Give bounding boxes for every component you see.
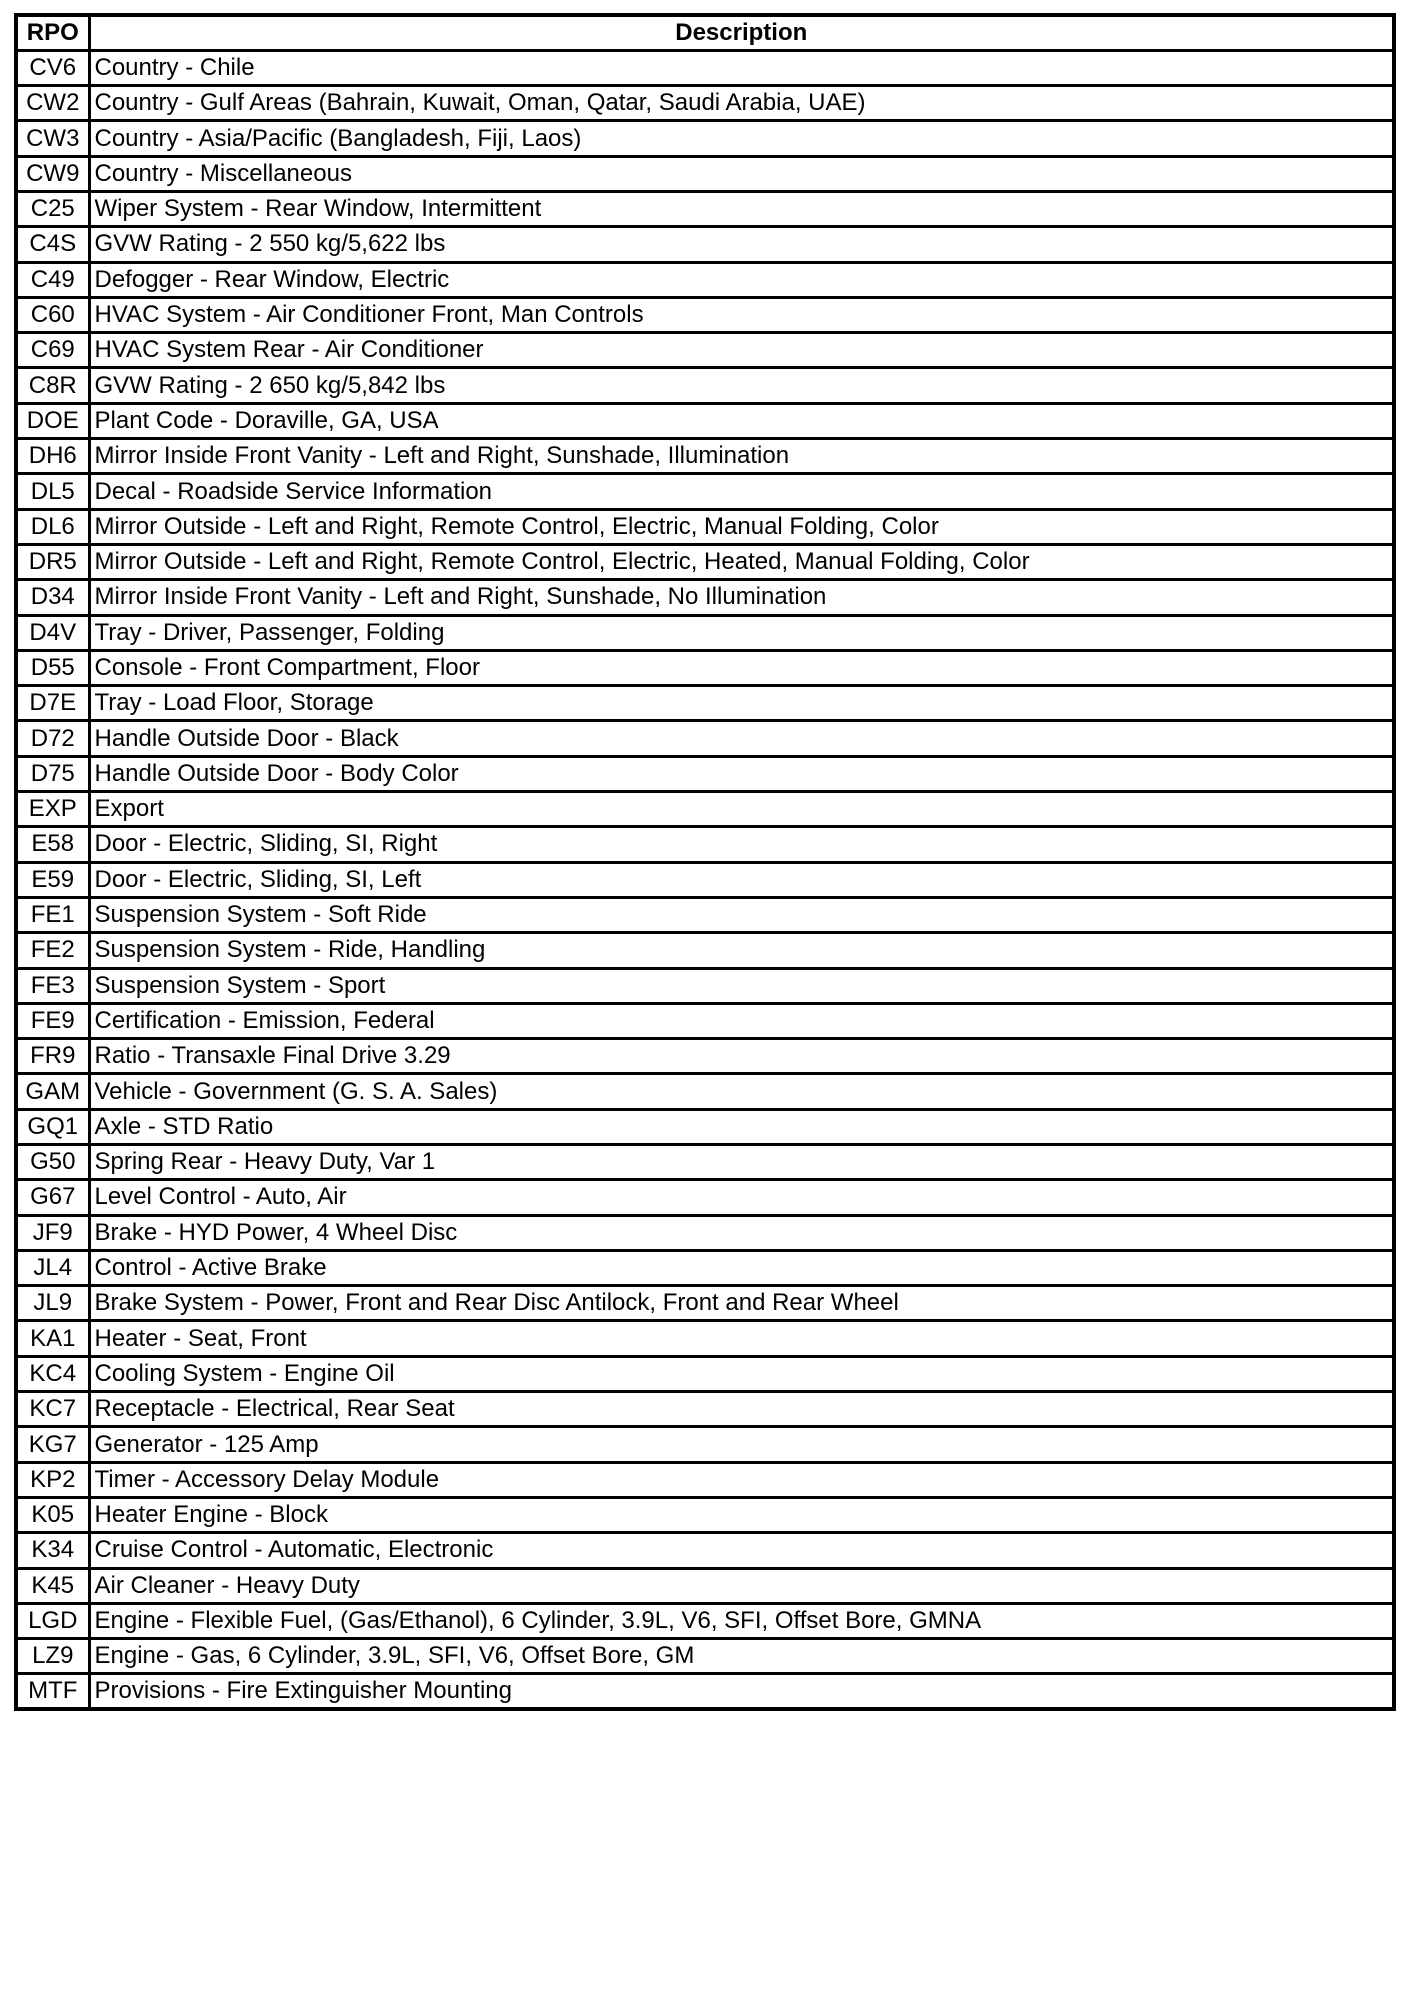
table-row [16, 439, 1394, 474]
table-row [16, 756, 1394, 791]
table-row [16, 1286, 1394, 1321]
rpo-code-cell: K05 [16, 1497, 89, 1532]
description-cell: Brake - HYD Power, 4 Wheel Disc [89, 1215, 1394, 1250]
rpo-code-cell: DOE [16, 403, 89, 438]
description-cell: Vehicle - Government (G. S. A. Sales) [89, 1074, 1394, 1109]
rpo-code-cell: FR9 [16, 1039, 89, 1074]
table-row [16, 1427, 1394, 1462]
description-cell: Brake System - Power, Front and Rear Disc Antilock, Front and Rear Wheel [89, 1286, 1394, 1321]
table-row [16, 1039, 1394, 1074]
table-row [16, 1215, 1394, 1250]
table-row [16, 1180, 1394, 1215]
table-row [16, 1074, 1394, 1109]
table-body [16, 50, 1394, 1709]
rpo-code-cell: KG7 [16, 1427, 89, 1462]
description-cell: Decal - Roadside Service Information [89, 474, 1394, 509]
header-description: Description [89, 15, 1394, 50]
table-row [16, 897, 1394, 932]
description-cell: Country - Miscellaneous [89, 156, 1394, 191]
rpo-code-cell: D34 [16, 580, 89, 615]
table-row [16, 580, 1394, 615]
description-cell: Mirror Outside - Left and Right, Remote Control, Electric, Heated, Manual Folding, Color [89, 544, 1394, 579]
header-row [16, 15, 1394, 50]
description-cell: HVAC System - Air Conditioner Front, Man Controls [89, 297, 1394, 332]
table-row [16, 792, 1394, 827]
rpo-code-cell: DL5 [16, 474, 89, 509]
description-cell: Control - Active Brake [89, 1250, 1394, 1285]
rpo-code-cell: CW2 [16, 86, 89, 121]
table-row [16, 1674, 1394, 1709]
rpo-code-cell: DH6 [16, 439, 89, 474]
rpo-code-cell: D4V [16, 615, 89, 650]
table-row [16, 227, 1394, 262]
table-row [16, 262, 1394, 297]
rpo-code-cell: C49 [16, 262, 89, 297]
description-cell: Mirror Inside Front Vanity - Left and Right, Sunshade, No Illumination [89, 580, 1394, 615]
rpo-code-cell: C69 [16, 333, 89, 368]
description-cell: Heater Engine - Block [89, 1497, 1394, 1532]
rpo-code-cell: EXP [16, 792, 89, 827]
rpo-code-cell: G67 [16, 1180, 89, 1215]
table-row [16, 544, 1394, 579]
table-row [16, 1533, 1394, 1568]
description-cell: GVW Rating - 2 550 kg/5,622 lbs [89, 227, 1394, 262]
description-cell: Axle - STD Ratio [89, 1109, 1394, 1144]
description-cell: Door - Electric, Sliding, SI, Left [89, 862, 1394, 897]
table-row [16, 721, 1394, 756]
rpo-code-cell: D55 [16, 650, 89, 685]
table-row [16, 650, 1394, 685]
description-cell: Mirror Inside Front Vanity - Left and Right, Sunshade, Illumination [89, 439, 1394, 474]
table-row [16, 368, 1394, 403]
table-row [16, 686, 1394, 721]
rpo-table [14, 13, 1396, 1711]
table-row [16, 297, 1394, 332]
rpo-code-cell: JL9 [16, 1286, 89, 1321]
table-row [16, 474, 1394, 509]
rpo-code-cell: K45 [16, 1568, 89, 1603]
description-cell: Receptacle - Electrical, Rear Seat [89, 1392, 1394, 1427]
description-cell: Tray - Driver, Passenger, Folding [89, 615, 1394, 650]
table-row [16, 50, 1394, 85]
rpo-code-cell: K34 [16, 1533, 89, 1568]
table-row [16, 1145, 1394, 1180]
rpo-code-cell: CW3 [16, 121, 89, 156]
rpo-code-cell: GAM [16, 1074, 89, 1109]
rpo-code-cell: LZ9 [16, 1639, 89, 1674]
description-cell: HVAC System Rear - Air Conditioner [89, 333, 1394, 368]
description-cell: Cooling System - Engine Oil [89, 1356, 1394, 1391]
rpo-code-cell: DL6 [16, 509, 89, 544]
table-row [16, 121, 1394, 156]
rpo-code-cell: FE3 [16, 968, 89, 1003]
table-row [16, 1462, 1394, 1497]
description-cell: Export [89, 792, 1394, 827]
table-row [16, 1568, 1394, 1603]
table-row [16, 827, 1394, 862]
header-rpo: RPO [16, 15, 89, 50]
rpo-code-cell: FE1 [16, 897, 89, 932]
description-cell: Defogger - Rear Window, Electric [89, 262, 1394, 297]
description-cell: Engine - Flexible Fuel, (Gas/Ethanol), 6 Cylinder, 3.9L, V6, SFI, Offset Bore, GMNA [89, 1603, 1394, 1638]
table-row [16, 1639, 1394, 1674]
rpo-code-cell: E58 [16, 827, 89, 862]
rpo-code-cell: CW9 [16, 156, 89, 191]
rpo-code-cell: JF9 [16, 1215, 89, 1250]
description-cell: Air Cleaner - Heavy Duty [89, 1568, 1394, 1603]
rpo-code-cell: JL4 [16, 1250, 89, 1285]
rpo-code-cell: E59 [16, 862, 89, 897]
description-cell: Tray - Load Floor, Storage [89, 686, 1394, 721]
table-row [16, 1250, 1394, 1285]
table-row [16, 1321, 1394, 1356]
description-cell: Suspension System - Ride, Handling [89, 933, 1394, 968]
table-header [16, 15, 1394, 50]
table-row [16, 191, 1394, 226]
table-row [16, 1603, 1394, 1638]
rpo-code-cell: C60 [16, 297, 89, 332]
table-row [16, 933, 1394, 968]
table-row [16, 1497, 1394, 1532]
rpo-code-cell: CV6 [16, 50, 89, 85]
description-cell: Provisions - Fire Extinguisher Mounting [89, 1674, 1394, 1709]
rpo-code-cell: KP2 [16, 1462, 89, 1497]
description-cell: Country - Chile [89, 50, 1394, 85]
rpo-code-cell: D75 [16, 756, 89, 791]
rpo-code-cell: GQ1 [16, 1109, 89, 1144]
description-cell: Generator - 125 Amp [89, 1427, 1394, 1462]
description-cell: Country - Gulf Areas (Bahrain, Kuwait, Oman, Qatar, Saudi Arabia, UAE) [89, 86, 1394, 121]
rpo-code-cell: D7E [16, 686, 89, 721]
description-cell: Cruise Control - Automatic, Electronic [89, 1533, 1394, 1568]
description-cell: Wiper System - Rear Window, Intermittent [89, 191, 1394, 226]
rpo-code-cell: KC7 [16, 1392, 89, 1427]
table-row [16, 86, 1394, 121]
description-cell: Heater - Seat, Front [89, 1321, 1394, 1356]
table-row [16, 862, 1394, 897]
rpo-code-cell: DR5 [16, 544, 89, 579]
table-row [16, 509, 1394, 544]
description-cell: Country - Asia/Pacific (Bangladesh, Fiji, Laos) [89, 121, 1394, 156]
description-cell: Handle Outside Door - Body Color [89, 756, 1394, 791]
rpo-code-cell: KC4 [16, 1356, 89, 1391]
description-cell: Plant Code - Doraville, GA, USA [89, 403, 1394, 438]
table-row [16, 333, 1394, 368]
table-row [16, 1109, 1394, 1144]
rpo-code-cell: FE2 [16, 933, 89, 968]
rpo-code-cell: C8R [16, 368, 89, 403]
rpo-code-cell: D72 [16, 721, 89, 756]
table-row [16, 156, 1394, 191]
description-cell: Door - Electric, Sliding, SI, Right [89, 827, 1394, 862]
rpo-code-cell: LGD [16, 1603, 89, 1638]
description-cell: Timer - Accessory Delay Module [89, 1462, 1394, 1497]
table-row [16, 1003, 1394, 1038]
description-cell: Ratio - Transaxle Final Drive 3.29 [89, 1039, 1394, 1074]
rpo-code-cell: KA1 [16, 1321, 89, 1356]
table-row [16, 615, 1394, 650]
description-cell: Certification - Emission, Federal [89, 1003, 1394, 1038]
description-cell: Engine - Gas, 6 Cylinder, 3.9L, SFI, V6, Offset Bore, GM [89, 1639, 1394, 1674]
description-cell: Console - Front Compartment, Floor [89, 650, 1394, 685]
table-row [16, 1392, 1394, 1427]
rpo-code-cell: MTF [16, 1674, 89, 1709]
description-cell: Handle Outside Door - Black [89, 721, 1394, 756]
rpo-code-cell: C25 [16, 191, 89, 226]
rpo-code-cell: C4S [16, 227, 89, 262]
table-row [16, 1356, 1394, 1391]
table-row [16, 968, 1394, 1003]
description-cell: Spring Rear - Heavy Duty, Var 1 [89, 1145, 1394, 1180]
rpo-code-cell: G50 [16, 1145, 89, 1180]
table-row [16, 403, 1394, 438]
rpo-code-cell: FE9 [16, 1003, 89, 1038]
description-cell: Mirror Outside - Left and Right, Remote Control, Electric, Manual Folding, Color [89, 509, 1394, 544]
description-cell: Suspension System - Sport [89, 968, 1394, 1003]
description-cell: GVW Rating - 2 650 kg/5,842 lbs [89, 368, 1394, 403]
description-cell: Suspension System - Soft Ride [89, 897, 1394, 932]
description-cell: Level Control - Auto, Air [89, 1180, 1394, 1215]
